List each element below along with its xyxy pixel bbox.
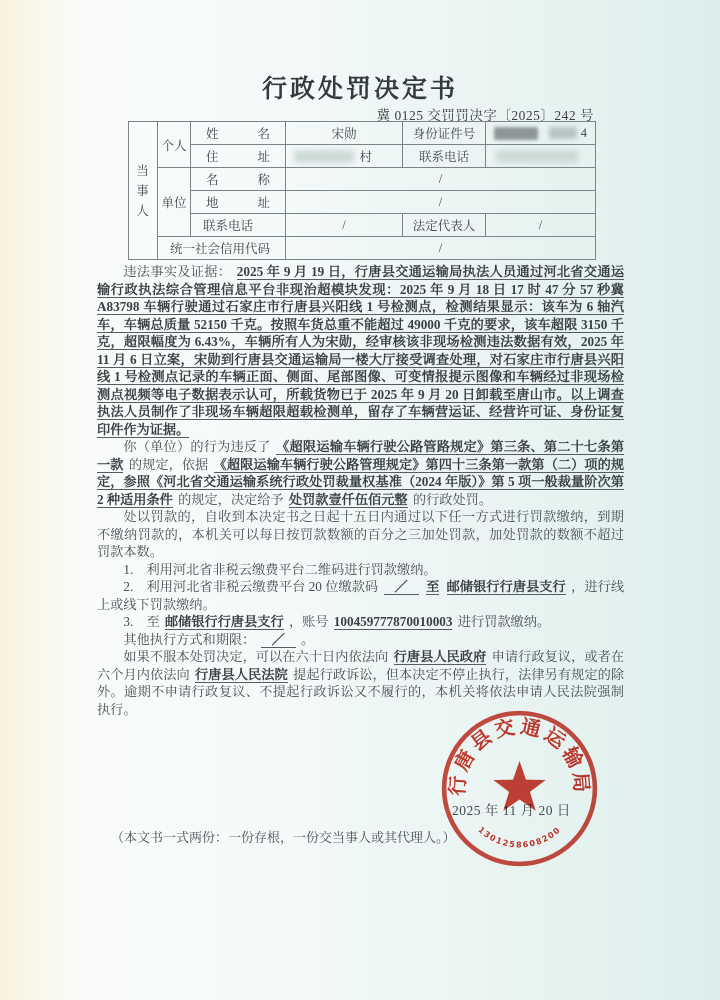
payment-method-1: 1. 利用河北省非税云缴费平台二维码进行罚款缴纳。: [123, 561, 437, 577]
table-row: [129, 214, 596, 237]
pay2-prefix: 2. 利用河北省非税云缴费平台 20 位缴款码: [123, 579, 379, 594]
appeal-mid: 申请行政复议，或者在六个月内依法向: [97, 649, 625, 682]
unit-name-value-cell: /: [286, 168, 596, 191]
address-visible-char: 村: [359, 150, 372, 164]
unit-name-label-cell: 名称: [191, 168, 286, 191]
unit-phone-value-cell: /: [286, 214, 403, 237]
facts-filled-text: 2025 年 9 月 19 日，行唐县交通运输局执法人员通过河北省交通运输行政执法综合管理信息平台非现治超模块发现：2025 年 9 月 18 日 17 时 47 分 57 秒冀A83798 车辆行驶通过石家庄市行唐县兴阳线 1 号检测点，检测结果显示：该车为 6 轴汽车，车辆总质量 52150 千克。按照车货总重不能超过 49000 千克的要求，该车超限 3150 千克，超限幅度为 6.43%，车辆所有人为宋勋，经审核该非现场检测违法数据有效，2025 年 11 月 6 日立案，宋勋到行唐县交通运输局一楼大厅接受调查处理，对石家庄市行唐县兴阳线 1 号检测点记录的车辆正面、侧面、尾部图像、可变情报提示图像和车辆经过非现场检测点视频等电子数据表示认可，所载货物已于 2025 年 9 月 20 日卸载至唐山市。以上调查执法人员制作了非现场车辆超限超载检测单，留存了车辆营运证、经营许可证、身份证复印件作为证据。: [97, 264, 625, 437]
address-value-cell: [286, 145, 403, 168]
document-title: 行政处罚决定书: [261, 76, 458, 103]
pay3-prefix: 3. 至: [123, 614, 160, 629]
penalty-amount: 处罚款壹仟伍佰元整: [288, 491, 408, 507]
copy-note: （本文书一式两份：一份存根，一份交当事人或其代理人。）: [111, 830, 456, 845]
redaction-block: [294, 150, 354, 163]
svg-text:1301258608200: [476, 824, 562, 849]
pay3-suffix: 进行罚款缴纳。: [457, 614, 551, 629]
name-label-cell: 姓名: [191, 122, 286, 145]
other-suffix: 。: [301, 631, 315, 647]
pay2-mid: 至: [426, 579, 440, 594]
phone-label-cell: 联系电话: [403, 145, 486, 168]
individual-header-cell: 个人: [158, 122, 191, 168]
legal-rep-value-cell: /: [486, 214, 596, 237]
seal-agency-text: 行唐县交通运输局: [446, 715, 593, 797]
pay3-bank: 邮储银行行唐县支行: [164, 614, 284, 629]
party-info-table: [128, 121, 596, 260]
id-visible-digit: 4: [580, 125, 587, 140]
decision-mid: 的规定，决定给予: [178, 491, 284, 507]
appeal-government: 行唐县人民政府: [393, 649, 487, 664]
phone-value-cell: [486, 145, 596, 168]
decision-mid: 的规定，依据: [128, 456, 209, 472]
table-row: [129, 145, 596, 168]
redaction-block: [496, 150, 578, 163]
pay3-mid: ，账号: [288, 614, 329, 629]
payment-method-2: [97, 578, 624, 613]
appeal-prefix: 如果不服本处罚决定，可以在六十日内依法向: [123, 649, 389, 664]
id-label-cell: 身份证件号: [403, 122, 486, 145]
legal-rep-label-cell: 法定代表人: [403, 214, 486, 237]
other-execution-line: [97, 631, 624, 649]
seal-star-icon: [493, 761, 545, 811]
pay2-code: ／: [384, 579, 419, 595]
party-header-cell: 当事人: [129, 122, 158, 260]
table-row: [129, 122, 596, 145]
appeal-suffix: 提起行政诉讼，但本决定不停止执行，法律另有规定的除外。逾期不申请行政复议、不提起行政诉讼又不履行的，本机关将依法申请人民法院强制执行。: [97, 666, 625, 717]
other-label: 其他执行方式和期限：: [123, 631, 256, 647]
decision-suffix: 的行政处罚。: [412, 491, 493, 507]
official-seal: [438, 707, 601, 870]
table-row: [129, 191, 596, 214]
redaction-block: [549, 127, 577, 139]
table-row: [129, 168, 596, 191]
unit-address-label-cell: 地址: [191, 191, 286, 214]
document-body: [97, 263, 624, 718]
name-value-cell: 宋勋: [286, 122, 403, 145]
unit-header-cell: 单位: [158, 168, 191, 237]
credit-code-value-cell: /: [286, 237, 596, 260]
address-label-cell: 住址: [191, 145, 286, 168]
decision-prefix: 你（单位）的行为违反了: [123, 439, 271, 454]
id-value-cell: [486, 122, 596, 145]
basis-rule: 《超限运输车辆行驶公路管理规定》第四十三条第一款第（二）项的规定，参照《河北省交通运输系统行政处罚裁量权基准（2024 年版）》第 5 项一般裁量阶次第 2 种适用条件: [97, 456, 625, 507]
unit-phone-label-cell: 联系电话: [191, 214, 286, 237]
redaction-block: [494, 127, 538, 140]
facts-paragraph: [97, 263, 624, 438]
other-value: ／: [261, 632, 296, 648]
issue-date: 2025 年 11 月 20 日: [452, 803, 571, 818]
pay3-account: 100459777870010003: [333, 614, 453, 629]
pay2-bank: 邮储银行行唐县支行: [446, 579, 566, 594]
pay2-suffix: ，进行线上或线下罚款缴纳。: [97, 579, 625, 612]
decision-paragraph: [97, 438, 624, 508]
credit-code-label-cell: 统一社会信用代码: [158, 237, 286, 260]
payment-intro-paragraph: 处以罚款的，自收到本决定书之日起十五日内通过以下任一方式进行罚款缴纳，到期不缴纳罚款的，本机关可以每日按罚款数额的百分之三加处罚款，加处罚款的数额不超过罚款本数。: [97, 509, 624, 559]
facts-label: 违法事实及证据：: [123, 264, 232, 279]
seal-code-text: 1301258608200: [476, 824, 563, 850]
unit-address-value-cell: /: [286, 191, 596, 214]
payment-method-3: [97, 613, 624, 631]
appeal-court: 行唐县人民法院: [195, 666, 288, 682]
document-number: 冀 0125 交罚罚决字〔2025〕242 号: [376, 108, 594, 123]
violated-rule: 《超限运输车辆行驶公路管路规定》第三条、第二十七条第一款: [97, 439, 625, 472]
table-row: [129, 237, 596, 260]
